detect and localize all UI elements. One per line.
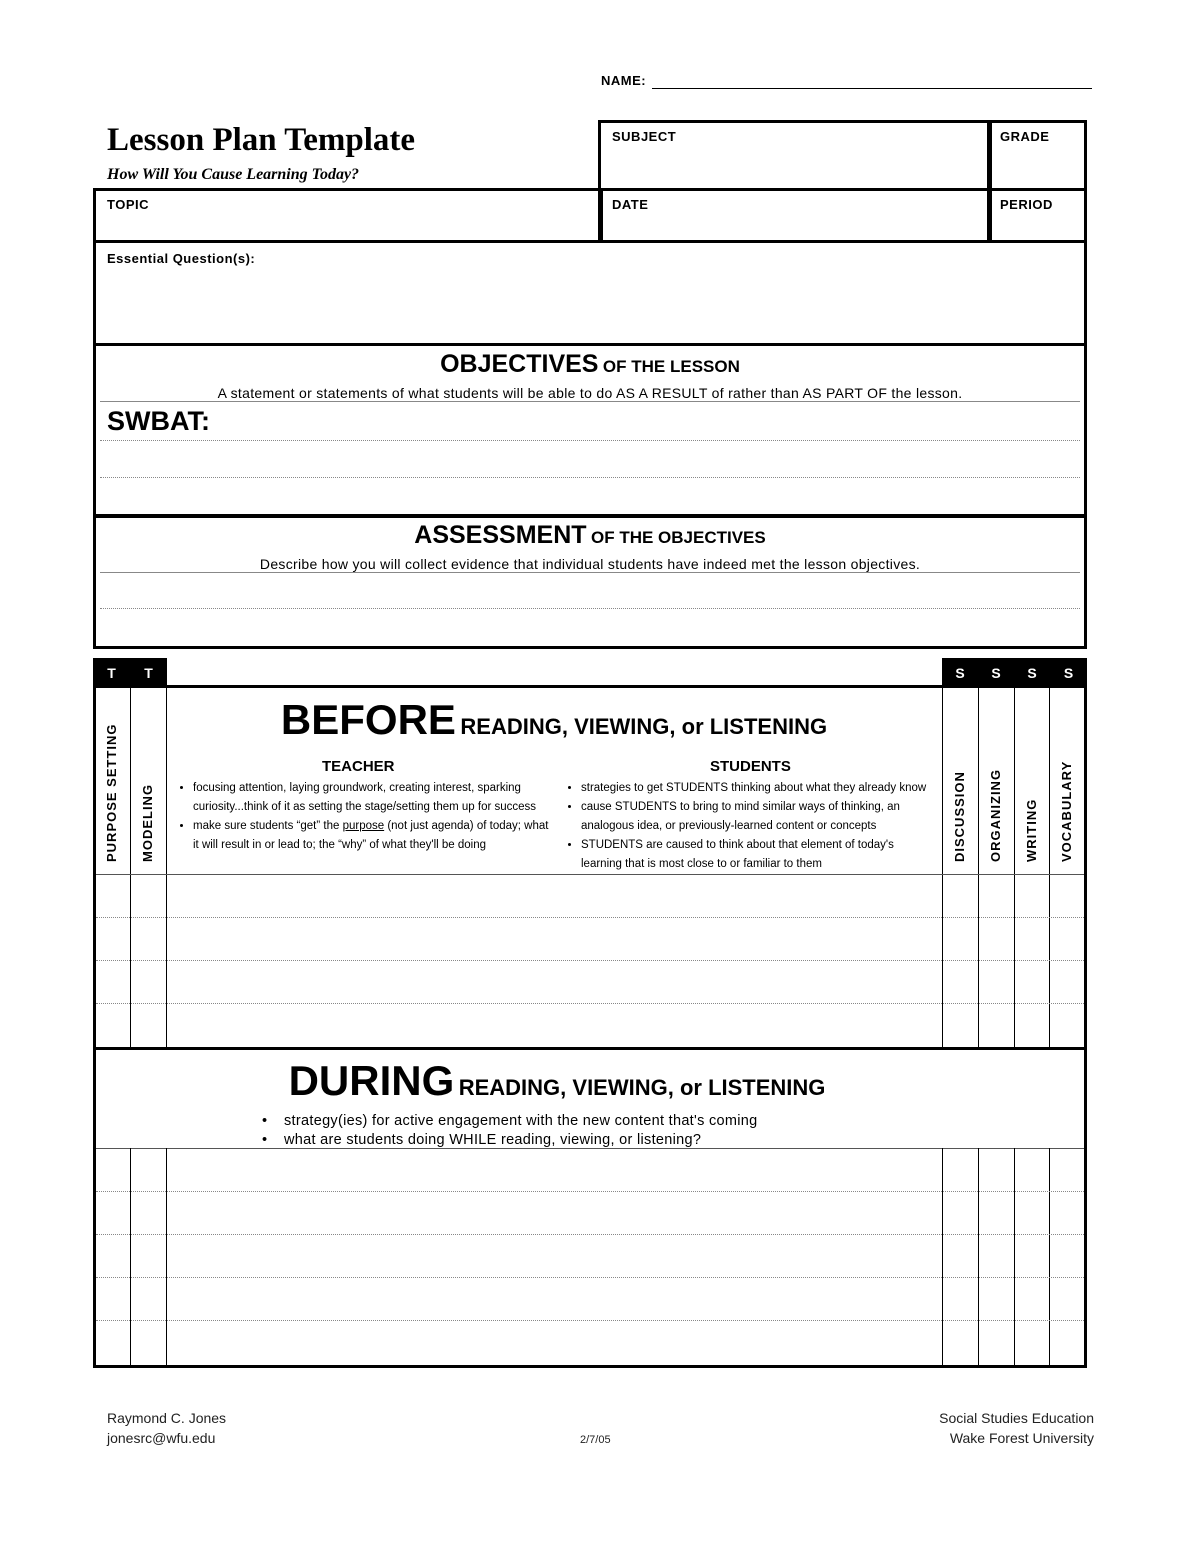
column-divider [978, 1148, 979, 1365]
objectives-description: A statement or statements of what students will be able to do AS A RESULT of rather than AS PART OF the lesson. [217, 385, 963, 401]
objectives-section [93, 343, 1087, 518]
during-row[interactable] [96, 1234, 1084, 1235]
students-heading: STUDENTS [710, 758, 791, 775]
during-bullet: • strategy(ies) for active engagement with the new content that's coming [262, 1113, 758, 1129]
objectives-heading [96, 350, 1084, 379]
teacher-heading: TEACHER [322, 758, 395, 775]
assessment-line [100, 608, 1080, 609]
subject-label: SUBJECT [612, 129, 677, 144]
t-header: T [107, 665, 116, 681]
s-header: S [955, 665, 965, 681]
grade-label: GRADE [1000, 129, 1050, 144]
column-divider [1049, 1148, 1050, 1365]
page-title: Lesson Plan Template [107, 122, 416, 158]
column-divider [1014, 688, 1015, 1048]
teacher-list [175, 779, 550, 855]
name-label: NAME: [601, 73, 647, 88]
date-field[interactable] [598, 188, 992, 243]
period-field[interactable] [987, 188, 1087, 243]
during-bullet: • what are students doing WHILE reading, viewing, or listening? [262, 1132, 702, 1148]
during-row[interactable] [96, 1191, 1084, 1192]
objectives-line [100, 440, 1080, 441]
objectives-line [100, 477, 1080, 478]
modeling-label: MODELING [140, 783, 155, 862]
s-header: S [1063, 665, 1074, 681]
topic-field[interactable] [93, 188, 603, 243]
writing-label: WRITING [1024, 798, 1039, 862]
assessment-heading [96, 521, 1084, 550]
purpose-setting-label: PURPOSE SETTING [104, 723, 119, 862]
organizing-label: ORGANIZING [988, 768, 1003, 862]
t-header: T [144, 665, 153, 681]
footer-email[interactable]: jonesrc@wfu.edu [107, 1430, 216, 1446]
before-heading-main: BEFORE [280, 696, 456, 743]
vocabulary-label: VOCABULARY [1059, 760, 1074, 862]
footer-department: Social Studies Education [939, 1410, 1094, 1426]
students-bullet: • cause STUDENTS to bring to mind similar ways of thinking, an analogous idea, or previously-learned content or concepts [581, 798, 933, 836]
column-divider [1014, 1148, 1015, 1365]
objectives-line [100, 401, 1080, 402]
column-divider [942, 688, 943, 1048]
assessment-heading-sub: OF THE OBJECTIVES [590, 528, 766, 547]
grade-field[interactable] [987, 120, 1087, 191]
during-header-rule [96, 1148, 1084, 1149]
during-row[interactable] [96, 1277, 1084, 1278]
column-divider [166, 1148, 167, 1365]
footer-university: Wake Forest University [949, 1430, 1094, 1446]
teacher-bullet: • make sure students “get” the purpose (not just agenda) of today; what it will result in or lead to; the “why” of what they'll be doing [193, 817, 550, 855]
assessment-line [100, 572, 1080, 573]
objectives-heading-main: OBJECTIVES [440, 350, 599, 378]
name-field[interactable] [652, 88, 1092, 89]
before-heading [166, 696, 942, 744]
swbat-label: SWBAT: [107, 406, 210, 436]
column-divider [130, 1148, 131, 1365]
subject-field[interactable] [598, 120, 992, 191]
discussion-label: DISCUSSION [952, 771, 967, 862]
date-label: DATE [612, 197, 649, 212]
column-divider [978, 688, 979, 1048]
column-divider [942, 1148, 943, 1365]
s-header-bar [942, 658, 1087, 688]
footer-author: Raymond C. Jones [107, 1410, 227, 1426]
period-label: PERIOD [1000, 197, 1053, 212]
s-header: S [991, 665, 1001, 681]
footer-date: 2/7/05 [580, 1434, 611, 1446]
during-heading [169, 1057, 945, 1105]
essential-questions-field[interactable] [93, 240, 1087, 346]
column-divider [1049, 688, 1050, 1048]
s-header: S [1027, 665, 1037, 681]
objectives-heading-sub: OF THE LESSON [602, 357, 740, 376]
during-row[interactable] [96, 1320, 1084, 1321]
assessment-description: Describe how you will collect evidence that individual students have indeed met the lesson objectives. [259, 556, 921, 572]
teacher-bullet: • focusing attention, laying groundwork, creating interest, sparking curiosity...think of it as setting the stage/setting them up for success [193, 779, 550, 817]
before-heading-sub: READING, VIEWING, or LISTENING [460, 714, 828, 739]
essential-questions-label: Essential Question(s): [107, 251, 256, 266]
assessment-section [93, 514, 1087, 649]
students-bullet: • STUDENTS are caused to think about that element of today's learning that is most close to or familiar to them [581, 836, 933, 874]
topic-label: TOPIC [107, 197, 149, 212]
during-heading-sub: READING, VIEWING, or LISTENING [458, 1075, 826, 1100]
assessment-heading-main: ASSESSMENT [414, 521, 587, 549]
column-divider [130, 688, 131, 1048]
before-header-rule [96, 874, 1084, 875]
during-list [262, 1112, 962, 1150]
t-header-bar [93, 658, 167, 688]
before-row[interactable] [96, 917, 1084, 918]
students-list [563, 779, 933, 874]
during-heading-main: DURING [288, 1057, 455, 1104]
students-bullet: • strategies to get STUDENTS thinking about what they already know [581, 779, 933, 798]
page-subtitle: How Will You Cause Learning Today? [107, 166, 360, 183]
before-row[interactable] [96, 1003, 1084, 1004]
before-row[interactable] [96, 960, 1084, 961]
